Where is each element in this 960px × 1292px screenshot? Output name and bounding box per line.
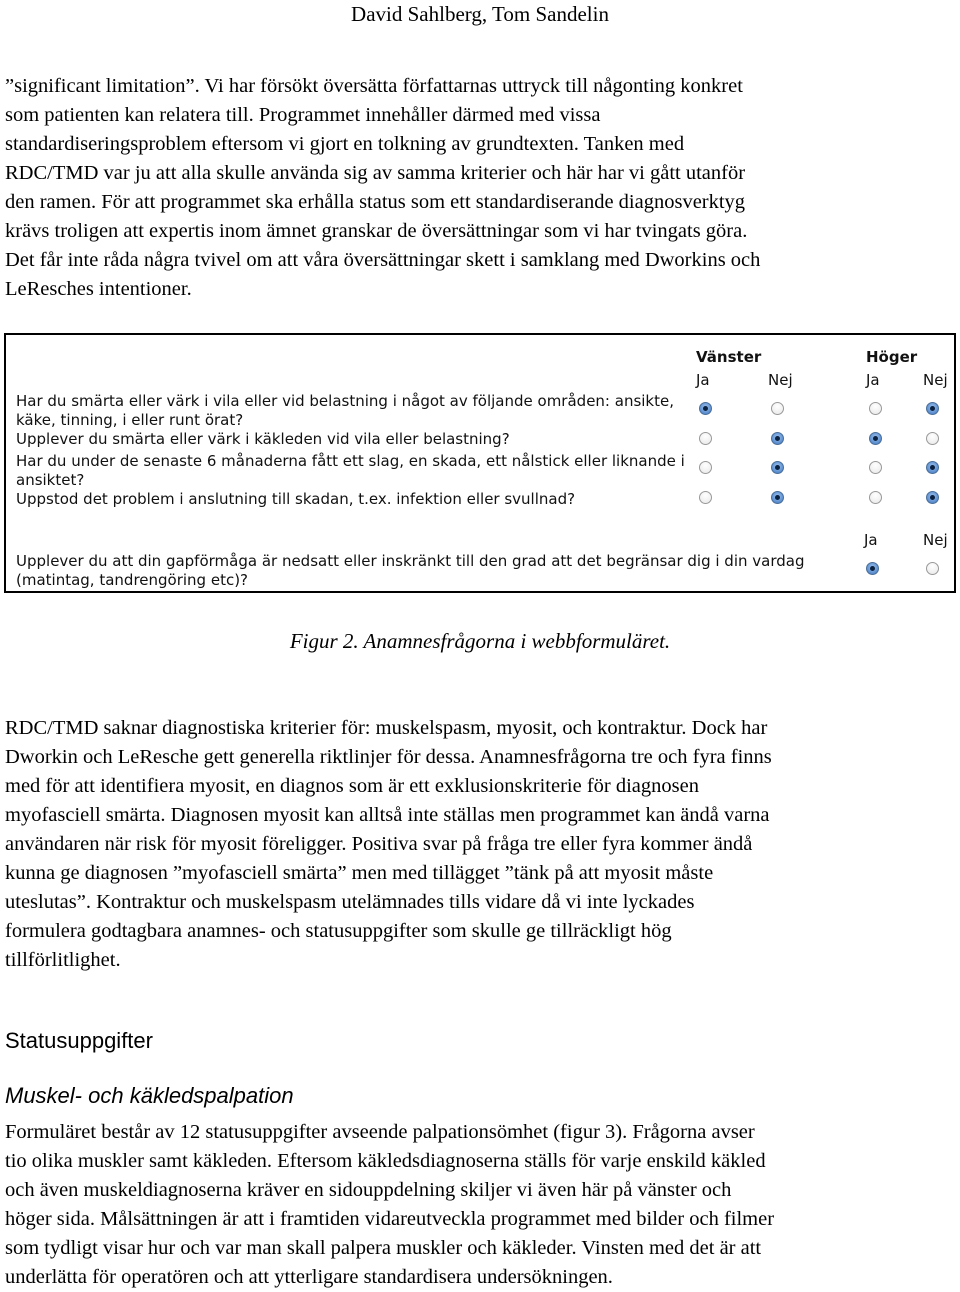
question-text: Uppstod det problem i anslutning till skadan, t.ex. infektion eller svullnad? [16, 490, 576, 508]
paragraph-diagnostics [5, 714, 955, 975]
question-text: Upplever du smärta eller värk i käkleden vid vila eller belastning? [16, 430, 510, 448]
question-4 [16, 490, 575, 509]
q3-left-no-radio[interactable] [771, 461, 784, 474]
text-line: uteslutas”. Kontraktur och muskelspasm utelämnades tills vidare då vi inte lyckades [5, 891, 695, 913]
q1-right-no-radio[interactable] [926, 402, 939, 415]
q1-left-yes-radio[interactable] [699, 402, 712, 415]
text-line: tio olika muskler samt käkleden. Eftersom käkledsdiagnoserna ställs för varje enskild käkled [5, 1150, 766, 1172]
left-yes-label: Ja [696, 371, 710, 389]
figure-caption: Figur 2. Anamnesfrågorna i webbformuläret. [289, 629, 671, 653]
q2-left-yes-radio[interactable] [699, 432, 712, 445]
text-line: RDC/TMD var ju att alla skulle använda sig av samma kriterier och här har vi gått utanför [5, 162, 746, 184]
q5-yes-radio[interactable] [866, 562, 879, 575]
question-1 [16, 392, 674, 430]
right-no-label: Nej [923, 371, 948, 389]
right-yes-label: Ja [866, 371, 880, 389]
text-line: med för att identifiera myosit, en diagnos som är ett exklusionskriterie för diagnosen [5, 775, 699, 797]
question-text: käke, tinning, i eller runt örat? [16, 411, 244, 429]
text-line: som tydligt visar hur och var man skall palpera muskler och käkleder. Vinsten med det är att [5, 1237, 762, 1259]
text-line: tillförlitlighet. [5, 949, 121, 971]
paragraph-palpation [5, 1118, 955, 1292]
text-line: LeResches intentioner. [5, 278, 192, 300]
text-line: myofasciell smärta. Diagnosen myosit kan alltså inte ställas men programmet kan ändå varna [5, 804, 770, 826]
text-line: höger sida. Målsättningen är att i framtiden vidareutveckla programmet med bilder och filmer [5, 1208, 775, 1230]
q2-right-no-radio[interactable] [926, 432, 939, 445]
single-yes-label: Ja [864, 531, 878, 549]
q2-left-no-radio[interactable] [771, 432, 784, 445]
question-text: ansiktet? [16, 471, 85, 489]
text-line: krävs troligen att expertis inom ämnet granskar de översättningar som vi har tvingats göra. [5, 220, 748, 242]
web-form-figure [4, 333, 956, 593]
section-heading: Statusuppgifter [5, 1028, 153, 1053]
q4-right-no-radio[interactable] [926, 491, 939, 504]
text-line: och även muskeldiagnoserna kräver en sidouppdelning skiljer vi även här på vänster och [5, 1179, 732, 1201]
question-3 [16, 452, 685, 490]
column-right-header: Höger [866, 348, 918, 366]
text-line: underlätta för operatören och att ytterligare standardisera undersökningen. [5, 1266, 613, 1288]
question-text: Har du smärta eller värk i vila eller vid belastning i något av följande områden: ansikte, [16, 392, 674, 410]
single-no-label: Nej [923, 531, 948, 549]
text-line: den ramen. För att programmet ska erhålla status som ett standardiserande diagnosverktyg [5, 191, 746, 213]
text-line: Dworkin och LeResche gett generella riktlinjer för dessa. Anamnesfrågorna tre och fyra finns [5, 746, 772, 768]
text-line: standardiseringsproblem eftersom vi gjort en tolkning av grundtexten. Tanken med [5, 133, 685, 155]
question-text: Har du under de senaste 6 månaderna fått ett slag, en skada, ett nålstick eller liknande i [16, 452, 685, 470]
q3-right-no-radio[interactable] [926, 461, 939, 474]
question-text: (matintag, tandrengöring etc)? [16, 571, 249, 589]
text-line: Det får inte råda några tvivel om att våra översättningar skett i samklang med Dworkins och [5, 249, 761, 271]
q4-left-no-radio[interactable] [771, 491, 784, 504]
q1-right-yes-radio[interactable] [869, 402, 882, 415]
text-line: Formuläret består av 12 statusuppgifter avseende palpationsömhet (figur 3). Frågorna avser [5, 1121, 755, 1143]
q1-left-no-radio[interactable] [771, 402, 784, 415]
q2-right-yes-radio[interactable] [869, 432, 882, 445]
paragraph-intro [5, 72, 955, 304]
q3-left-yes-radio[interactable] [699, 461, 712, 474]
text-line: formulera godtagbara anamnes- och statusuppgifter som skulle ge tillräckligt hög [5, 920, 672, 942]
authors: David Sahlberg, Tom Sandelin [351, 2, 609, 26]
text-line: som patienten kan relatera till. Programmet innehåller därmed med vissa [5, 104, 601, 126]
page-header [0, 1, 960, 27]
subsection-heading: Muskel- och käkledspalpation [5, 1083, 294, 1108]
text-line: ”significant limitation”. Vi har försökt översätta författarnas uttryck till någonting konkret [5, 75, 743, 97]
q5-no-radio[interactable] [926, 562, 939, 575]
q3-right-yes-radio[interactable] [869, 461, 882, 474]
column-left-header: Vänster [696, 348, 762, 366]
text-line: användaren när risk för myosit föreligger. Positiva svar på fråga tre eller fyra kommer ändå [5, 833, 753, 855]
question-5 [16, 552, 804, 590]
q4-right-yes-radio[interactable] [869, 491, 882, 504]
question-text: Upplever du att din gapförmåga är nedsatt eller inskränkt till den grad att det begränsar dig i din vardag [16, 552, 805, 570]
q4-left-yes-radio[interactable] [699, 491, 712, 504]
left-no-label: Nej [768, 371, 793, 389]
question-2 [16, 430, 510, 449]
text-line: RDC/TMD saknar diagnostiska kriterier för: muskelspasm, myosit, och kontraktur. Dock har [5, 717, 768, 739]
text-line: kunna ge diagnosen ”myofasciell smärta” men med tillägget ”tänk på att myosit måste [5, 862, 714, 884]
